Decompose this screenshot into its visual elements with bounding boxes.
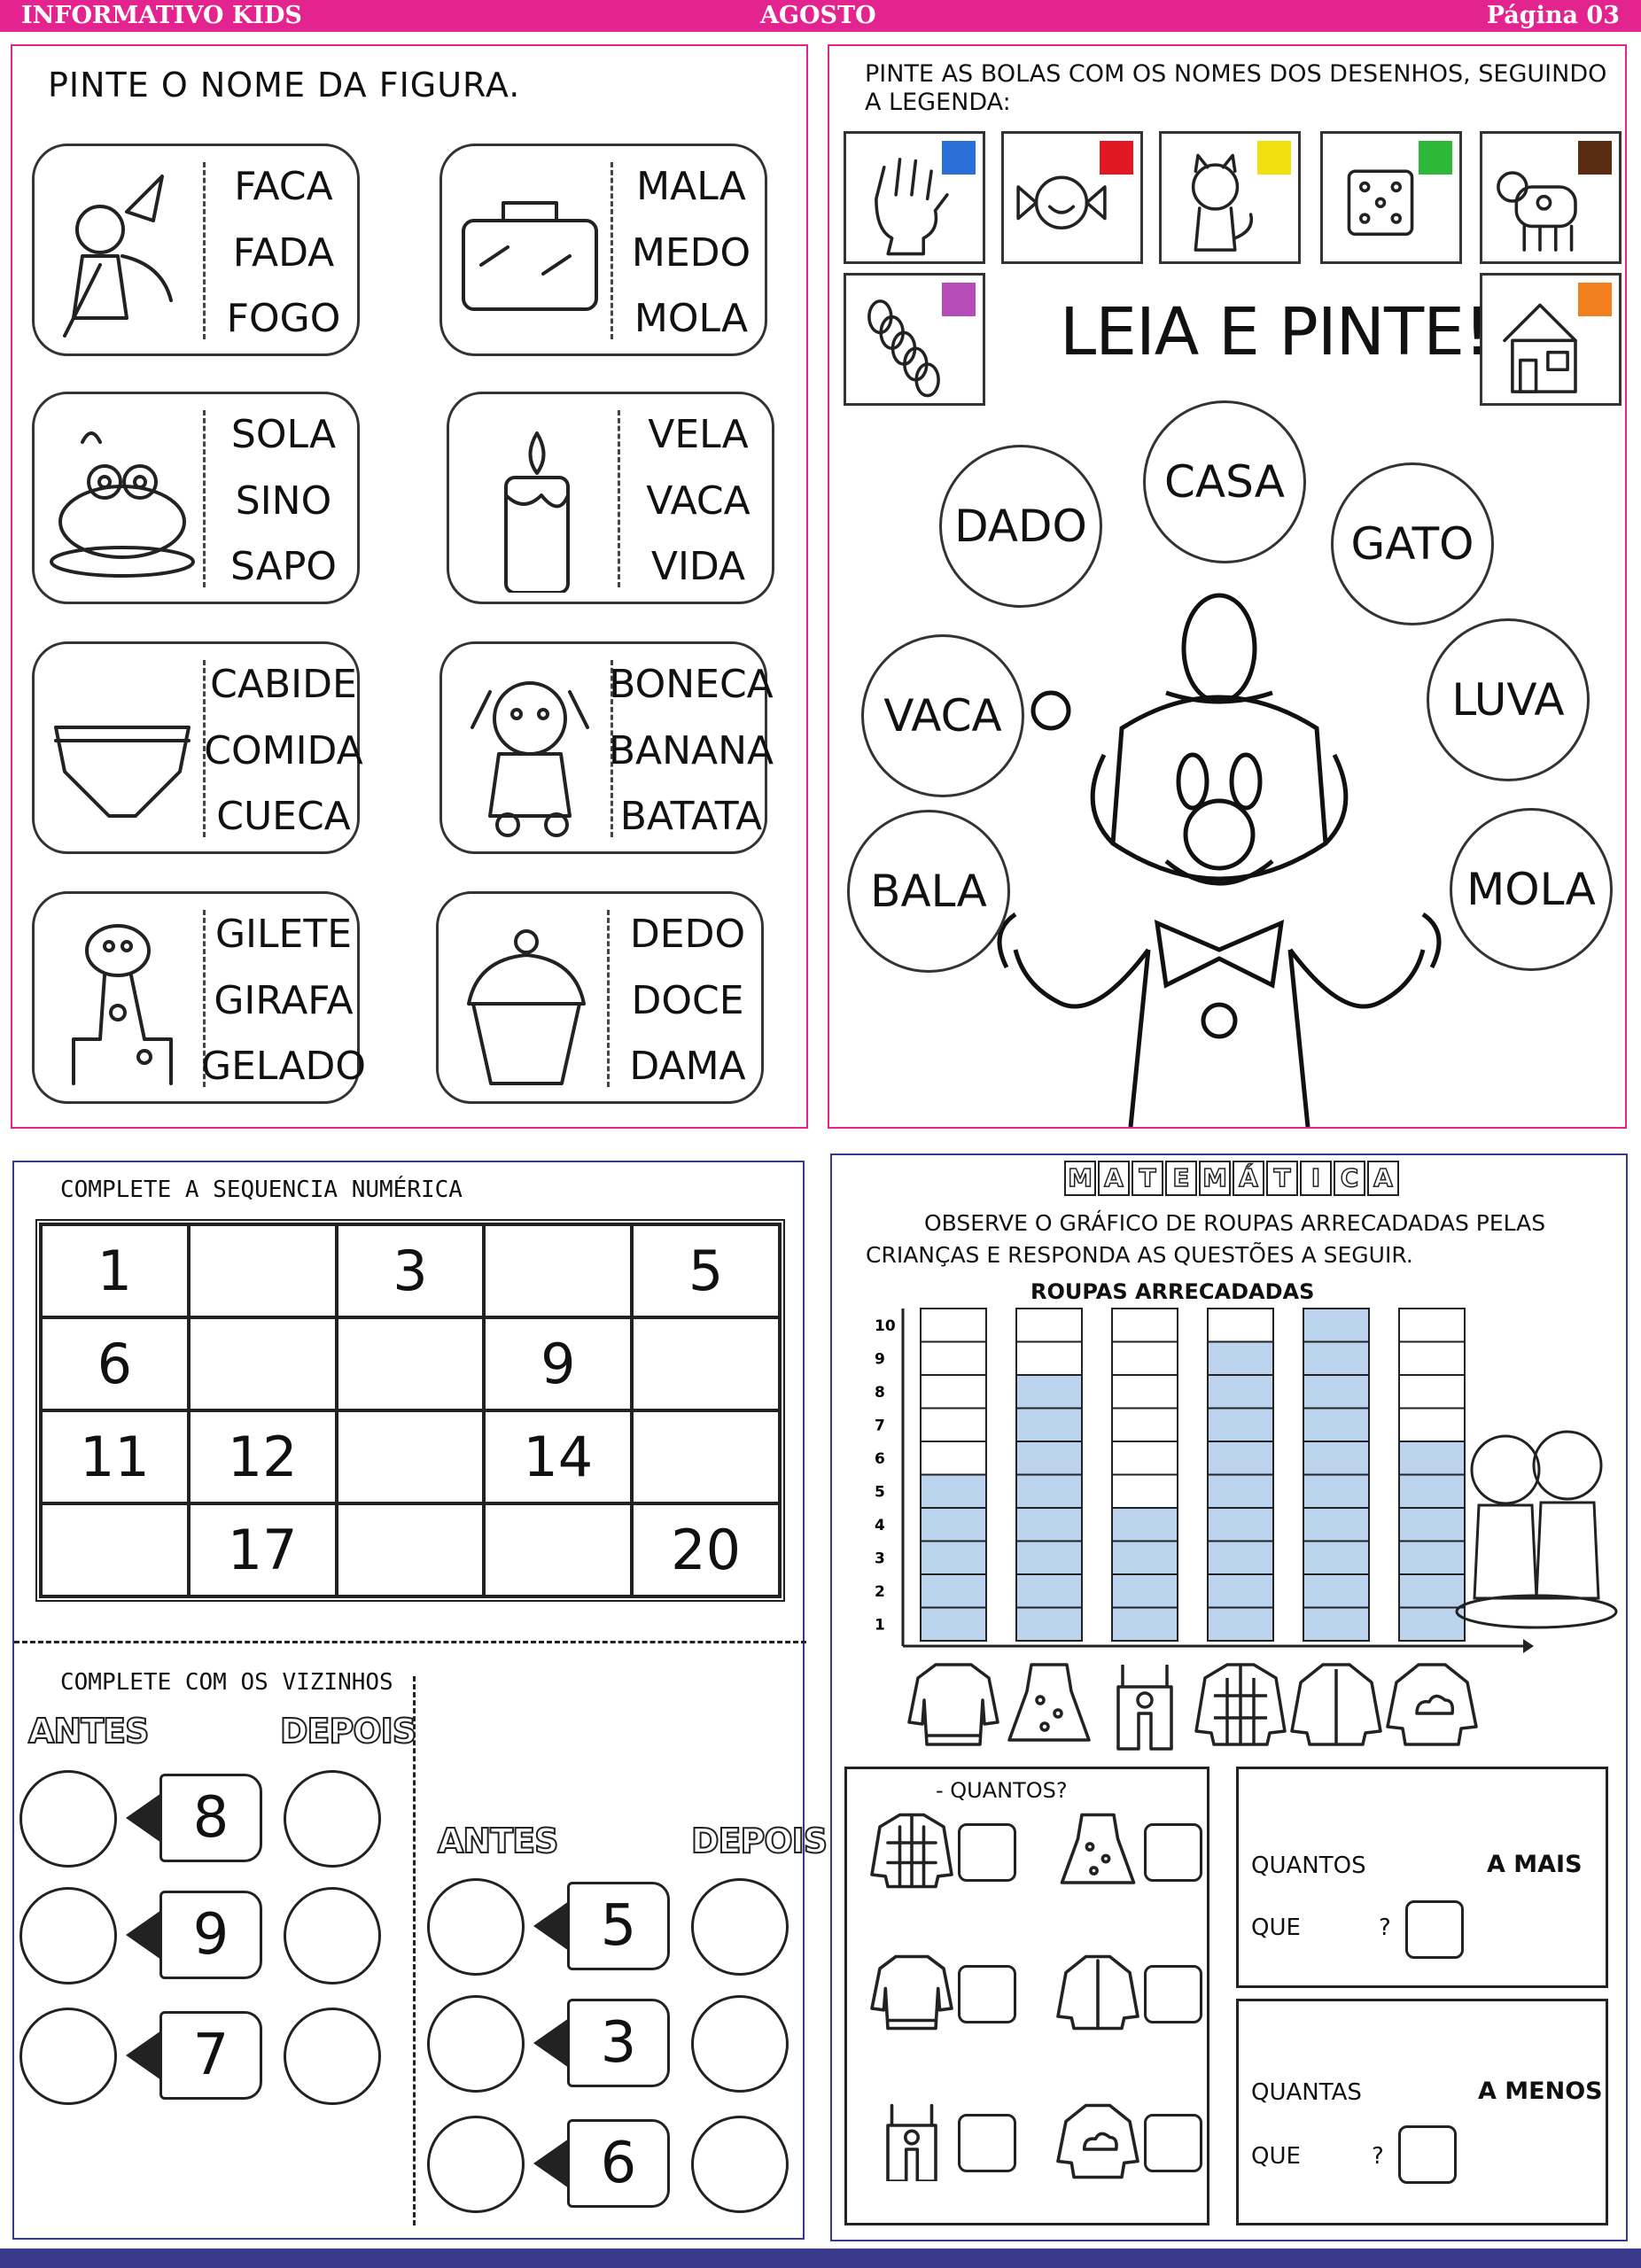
card-picture xyxy=(455,159,605,345)
pencil-tip xyxy=(126,2031,161,2080)
dress-icon xyxy=(1054,1811,1142,1891)
word-card xyxy=(439,641,774,854)
word-options xyxy=(623,412,774,589)
answer-box[interactable] xyxy=(1144,1823,1202,1882)
answer-box[interactable] xyxy=(1405,1900,1464,1959)
pencil-number xyxy=(532,2119,672,2208)
antes-answer-circle[interactable] xyxy=(19,1887,117,1984)
bar-cell xyxy=(1208,1542,1273,1575)
antes-answer-circle[interactable] xyxy=(427,1995,525,2093)
legend-color-swatch xyxy=(1578,141,1612,175)
card-picture xyxy=(455,656,605,843)
bar-cell xyxy=(1016,1475,1082,1509)
depois-label: DEPOIS xyxy=(691,1821,828,1860)
y-tick-label: 9 xyxy=(875,1350,885,1369)
plaid-jacket-icon xyxy=(867,1811,956,1891)
bar-cell xyxy=(1016,1608,1082,1642)
word-ball[interactable]: CASA xyxy=(1143,400,1306,563)
bar-cell xyxy=(1112,1342,1178,1376)
heading-letter: T xyxy=(1132,1161,1163,1196)
pencil-tip xyxy=(533,1901,569,1951)
antes-label: ANTES xyxy=(438,1821,558,1860)
word-ball[interactable]: GATO xyxy=(1331,462,1494,625)
pencil-tip xyxy=(126,1910,161,1960)
bar-cell xyxy=(921,1309,986,1342)
sweater-icon xyxy=(909,1665,998,1744)
word-options xyxy=(204,662,363,839)
bar-cell xyxy=(1303,1375,1369,1409)
candy-icon xyxy=(1013,151,1110,258)
y-tick-label: 2 xyxy=(875,1582,885,1601)
heading-letter: M xyxy=(1199,1161,1231,1196)
bar-cell xyxy=(1112,1409,1178,1442)
frog-icon xyxy=(47,407,198,593)
answer-box[interactable] xyxy=(958,1823,1016,1882)
page-footer xyxy=(0,2249,1641,2268)
cow-icon xyxy=(1491,151,1589,258)
word-ball[interactable]: DADO xyxy=(939,445,1102,608)
word-card xyxy=(439,144,767,356)
depois-answer-circle[interactable] xyxy=(691,1995,789,2093)
zip-jacket-icon xyxy=(1054,1953,1142,2032)
number-cell: 6 xyxy=(41,1317,189,1410)
word-option[interactable]: MEDO xyxy=(631,229,751,276)
number-cell: 12 xyxy=(189,1410,337,1503)
pencil-number xyxy=(124,1891,264,1979)
legend-color-swatch xyxy=(942,283,976,316)
giraffe-icon xyxy=(47,906,198,1092)
legend-item xyxy=(1001,131,1143,264)
legend-color-swatch xyxy=(1257,141,1291,175)
number-cell: 3 xyxy=(337,1224,485,1317)
cupcake-icon xyxy=(451,906,602,1092)
legend-color-swatch xyxy=(1419,141,1452,175)
heading-letter: A xyxy=(1367,1161,1399,1196)
suitcase-icon xyxy=(455,159,605,345)
bar-cell xyxy=(1208,1375,1273,1409)
bar-cell xyxy=(1303,1508,1369,1542)
cloud-shirt-icon xyxy=(1054,2101,1142,2181)
bar-cell xyxy=(1016,1508,1082,1542)
question-panel-more xyxy=(1236,1767,1608,1988)
bar-cell xyxy=(921,1342,986,1376)
underwear-icon xyxy=(47,656,198,843)
bar xyxy=(921,1309,986,1641)
bar-cell xyxy=(1208,1441,1273,1475)
instruction-line-2: CRIANÇAS E RESPONDA AS QUESTÕES A SEGUIR. xyxy=(866,1242,1413,1268)
bar xyxy=(1208,1309,1273,1641)
pencil-number xyxy=(532,1999,672,2087)
bar-cell xyxy=(1208,1508,1273,1542)
question-mark: ? xyxy=(1379,1915,1391,1941)
word-ball[interactable]: LUVA xyxy=(1427,618,1590,781)
quantos-label: QUANTOS xyxy=(1251,1852,1366,1879)
header-month: AGOSTO xyxy=(760,2,876,29)
x-axis-arrow xyxy=(1523,1639,1534,1653)
y-tick-label: 10 xyxy=(875,1317,896,1335)
bar-cell xyxy=(1208,1574,1273,1608)
bar-cell xyxy=(1112,1475,1178,1509)
antes-answer-circle[interactable] xyxy=(19,1770,117,1868)
number-grid xyxy=(35,1219,785,1602)
bar-cell xyxy=(1112,1608,1178,1642)
exercise-title: PINTE O NOME DA FIGURA. xyxy=(48,66,521,105)
bar-cell xyxy=(1112,1441,1178,1475)
empty-cell[interactable] xyxy=(632,1317,780,1410)
bar-cell xyxy=(1208,1475,1273,1509)
card-picture xyxy=(47,906,198,1092)
word-option[interactable]: FACA xyxy=(234,164,333,209)
page-header xyxy=(0,0,1641,32)
word-option[interactable]: BANANA xyxy=(608,727,774,773)
depois-answer-circle[interactable] xyxy=(691,2116,789,2213)
bar-cell xyxy=(1303,1574,1369,1608)
word-option[interactable]: CABIDE xyxy=(210,662,357,707)
y-tick-label: 4 xyxy=(875,1516,885,1534)
bar-cell xyxy=(1208,1342,1273,1376)
bar-cell xyxy=(1303,1542,1369,1575)
section-divider xyxy=(14,1641,806,1643)
header-page: Página 03 xyxy=(1486,2,1620,29)
bar-cell xyxy=(1303,1608,1369,1642)
answer-box[interactable] xyxy=(958,2114,1016,2172)
instruction-line-1: OBSERVE O GRÁFICO DE ROUPAS ARRECADADAS PELAS xyxy=(924,1210,1546,1236)
word-option[interactable]: SINO xyxy=(235,478,332,524)
cat-icon xyxy=(1170,151,1268,258)
word-option[interactable]: FOGO xyxy=(226,296,341,341)
word-options xyxy=(208,164,359,341)
exercise-number-sequence xyxy=(12,1161,828,2240)
empty-cell[interactable] xyxy=(337,1317,485,1410)
bar-cell xyxy=(1303,1475,1369,1509)
word-options xyxy=(612,912,763,1089)
candle-icon xyxy=(462,407,612,593)
legend-item xyxy=(1480,273,1622,406)
fairy-icon xyxy=(47,159,198,345)
antes-answer-circle[interactable] xyxy=(427,2116,525,2213)
heading-letter: E xyxy=(1165,1161,1197,1196)
bar-cell xyxy=(1112,1508,1178,1542)
depois-answer-circle[interactable] xyxy=(284,1770,381,1868)
bar-cell xyxy=(1399,1375,1465,1409)
bar-cell xyxy=(1016,1342,1082,1376)
word-option[interactable]: DEDO xyxy=(629,912,746,957)
bar xyxy=(1112,1309,1178,1641)
glove-icon xyxy=(855,151,953,258)
a-mais-label: A MAIS xyxy=(1487,1851,1583,1878)
answer-box[interactable] xyxy=(958,1965,1016,2023)
bar-cell xyxy=(1112,1542,1178,1575)
depois-label: DEPOIS xyxy=(280,1712,416,1751)
exercise-title: COMPLETE A SEQUENCIA NUMÉRICA xyxy=(60,1177,463,1203)
depois-answer-circle[interactable] xyxy=(691,1878,789,1976)
bar-cell xyxy=(921,1441,986,1475)
word-card xyxy=(447,392,774,604)
card-divider xyxy=(203,162,206,339)
number-cell: 5 xyxy=(632,1224,780,1317)
word-option[interactable]: VIDA xyxy=(650,544,746,589)
word-option[interactable]: VELA xyxy=(648,412,749,457)
heading-letter: Á xyxy=(1233,1161,1264,1196)
word-option[interactable]: DAMA xyxy=(629,1044,746,1089)
bar-cell xyxy=(1208,1608,1273,1642)
bar xyxy=(1303,1309,1369,1641)
bar-cell xyxy=(921,1508,986,1542)
heading-letter: C xyxy=(1334,1161,1365,1196)
exercise-read-and-paint xyxy=(828,44,1627,1129)
number-cell: 17 xyxy=(189,1503,337,1596)
word-ball[interactable]: BALA xyxy=(847,810,1010,973)
word-option[interactable]: BATATA xyxy=(619,794,763,839)
number-cell: 20 xyxy=(632,1503,780,1596)
neighbors-title: COMPLETE COM OS VIZINHOS xyxy=(60,1669,393,1696)
bar-cell xyxy=(1016,1574,1082,1608)
word-ball[interactable]: VACA xyxy=(861,634,1024,797)
spring-icon xyxy=(855,293,953,400)
question-panel-less xyxy=(1236,1999,1608,2225)
word-option[interactable]: DOCE xyxy=(631,977,744,1023)
bar-cell xyxy=(921,1409,986,1442)
bar-cell xyxy=(1016,1441,1082,1475)
bar xyxy=(1016,1309,1082,1641)
dress-icon xyxy=(1009,1665,1089,1740)
word-options xyxy=(208,412,359,589)
pencil-value: 6 xyxy=(567,2119,670,2208)
column-divider xyxy=(413,1676,416,2225)
depois-answer-circle[interactable] xyxy=(284,2008,381,2105)
word-ball[interactable]: MOLA xyxy=(1450,808,1613,971)
empty-cell[interactable] xyxy=(484,1224,632,1317)
exercise-name-figure xyxy=(11,44,808,1129)
bar-cell xyxy=(1303,1441,1369,1475)
question-mark: ? xyxy=(1372,2143,1384,2170)
plaid-jacket-icon xyxy=(1196,1665,1285,1744)
bar-cell xyxy=(921,1542,986,1575)
pencil-tip xyxy=(533,2139,569,2188)
legend-item xyxy=(1480,131,1622,264)
y-tick-label: 7 xyxy=(875,1417,885,1435)
legend-color-swatch xyxy=(1100,141,1133,175)
pencil-tip xyxy=(533,2018,569,2068)
word-card xyxy=(32,641,363,854)
question-label: - QUANTOS? xyxy=(936,1778,1068,1803)
bar-cell xyxy=(1303,1342,1369,1376)
empty-cell[interactable] xyxy=(632,1410,780,1503)
heading-letter: M xyxy=(1064,1161,1096,1196)
word-option[interactable]: BONECA xyxy=(609,662,774,707)
empty-cell[interactable] xyxy=(189,1224,337,1317)
quantas-label: QUANTAS xyxy=(1251,2079,1362,2106)
heading-letter: T xyxy=(1266,1161,1298,1196)
cloud-shirt-icon xyxy=(1388,1665,1476,1744)
answer-box[interactable] xyxy=(1144,2114,1202,2172)
word-options xyxy=(200,912,367,1089)
number-cell: 11 xyxy=(41,1410,189,1503)
bar-cell xyxy=(921,1375,986,1409)
word-option[interactable]: FADA xyxy=(232,229,335,276)
doll-icon xyxy=(455,656,605,843)
answer-box[interactable] xyxy=(1144,1965,1202,2023)
number-cell: 9 xyxy=(484,1317,632,1410)
legend-color-swatch xyxy=(942,141,976,175)
antes-answer-circle[interactable] xyxy=(427,1878,525,1976)
y-tick-label: 5 xyxy=(875,1483,885,1502)
bar-cell xyxy=(921,1475,986,1509)
empty-cell[interactable] xyxy=(337,1410,485,1503)
bar-cell xyxy=(1016,1409,1082,1442)
card-divider xyxy=(611,162,613,339)
pencil-number xyxy=(124,1774,264,1862)
word-option[interactable]: SOLA xyxy=(230,412,337,457)
pencil-number xyxy=(124,2011,264,2100)
word-options xyxy=(608,662,774,839)
overalls-icon xyxy=(867,2101,956,2181)
a-menos-label: A MENOS xyxy=(1478,2078,1603,2105)
bar-cell xyxy=(1112,1309,1178,1342)
header-brand: INFORMATIVO KIDS xyxy=(21,2,302,29)
que-label: QUE xyxy=(1251,1915,1301,1941)
word-card xyxy=(436,891,764,1104)
pencil-value: 7 xyxy=(159,2011,262,2100)
card-picture xyxy=(451,906,602,1092)
heading-letter: I xyxy=(1300,1161,1332,1196)
pencil-value: 9 xyxy=(159,1891,262,1979)
empty-cell[interactable] xyxy=(337,1503,485,1596)
word-options xyxy=(616,164,766,341)
card-divider xyxy=(607,910,610,1087)
empty-cell[interactable] xyxy=(189,1317,337,1410)
word-option[interactable]: MOLA xyxy=(634,296,749,341)
y-tick-label: 8 xyxy=(875,1383,885,1402)
antes-answer-circle[interactable] xyxy=(19,2008,117,2105)
bar-cell xyxy=(1208,1409,1273,1442)
dice-icon xyxy=(1332,151,1429,258)
depois-answer-circle[interactable] xyxy=(284,1887,381,1984)
headline: LEIA E PINTE! xyxy=(1060,294,1489,370)
legend-item xyxy=(1159,131,1301,264)
bar-cell xyxy=(1303,1309,1369,1342)
children-icon xyxy=(1452,1421,1621,1634)
word-card xyxy=(32,144,360,356)
word-card xyxy=(32,392,360,604)
legend-item xyxy=(844,273,985,406)
number-cell: 14 xyxy=(484,1410,632,1503)
bar-cell xyxy=(1399,1309,1465,1342)
card-divider xyxy=(203,410,206,587)
chart-title: ROUPAS ARRECADADAS xyxy=(1030,1279,1315,1304)
card-picture xyxy=(47,159,198,345)
bar-cell xyxy=(1112,1375,1178,1409)
overalls-icon xyxy=(1118,1665,1171,1749)
card-picture xyxy=(47,656,198,843)
que-label: QUE xyxy=(1251,2143,1301,2170)
pencil-value: 3 xyxy=(567,1999,670,2087)
answer-box[interactable] xyxy=(1398,2125,1457,2184)
bar-cell xyxy=(1016,1309,1082,1342)
y-tick-label: 6 xyxy=(875,1449,885,1468)
bar-cell xyxy=(921,1574,986,1608)
legend-color-swatch xyxy=(1578,283,1612,316)
exercise-math-chart xyxy=(830,1153,1628,2241)
word-option[interactable]: CUECA xyxy=(216,794,351,839)
zip-jacket-icon xyxy=(1292,1665,1380,1744)
card-picture xyxy=(47,407,198,593)
y-tick-label: 3 xyxy=(875,1550,885,1568)
word-card xyxy=(32,891,367,1104)
pencil-value: 8 xyxy=(159,1774,262,1862)
antes-label: ANTES xyxy=(28,1712,149,1751)
word-option[interactable]: GILETE xyxy=(214,912,353,957)
legend-item xyxy=(844,131,985,264)
word-option[interactable]: SAPO xyxy=(229,544,337,589)
word-option[interactable]: GELADO xyxy=(200,1044,367,1089)
pencil-number xyxy=(532,1882,672,1970)
word-option[interactable]: VACA xyxy=(646,478,751,524)
legend-item xyxy=(1320,131,1462,264)
bar-cell xyxy=(1208,1309,1273,1342)
bar-cell xyxy=(921,1608,986,1642)
clown-icon xyxy=(989,578,1450,1127)
bar-cell xyxy=(1016,1542,1082,1575)
bar-cell xyxy=(1399,1342,1465,1376)
heading-letter: A xyxy=(1098,1161,1130,1196)
empty-cell[interactable] xyxy=(41,1503,189,1596)
card-picture xyxy=(462,407,612,593)
sweater-icon xyxy=(867,1953,956,2032)
word-option[interactable]: COMIDA xyxy=(204,727,363,773)
card-divider xyxy=(618,410,620,587)
number-cell: 1 xyxy=(41,1224,189,1317)
bar-cell xyxy=(1303,1409,1369,1442)
y-tick-label: 1 xyxy=(875,1616,885,1635)
exercise-instruction: PINTE AS BOLAS COM OS NOMES DOS DESENHOS, SEGUINDO A LEGENDA: xyxy=(865,60,1607,116)
empty-cell[interactable] xyxy=(484,1503,632,1596)
bar-cell xyxy=(1016,1375,1082,1409)
pencil-value: 5 xyxy=(567,1882,670,1970)
house-icon xyxy=(1491,293,1589,400)
bar-cell xyxy=(1112,1574,1178,1608)
word-option[interactable]: MALA xyxy=(636,164,746,209)
pencil-tip xyxy=(126,1793,161,1843)
word-option[interactable]: GIRAFA xyxy=(214,977,354,1023)
